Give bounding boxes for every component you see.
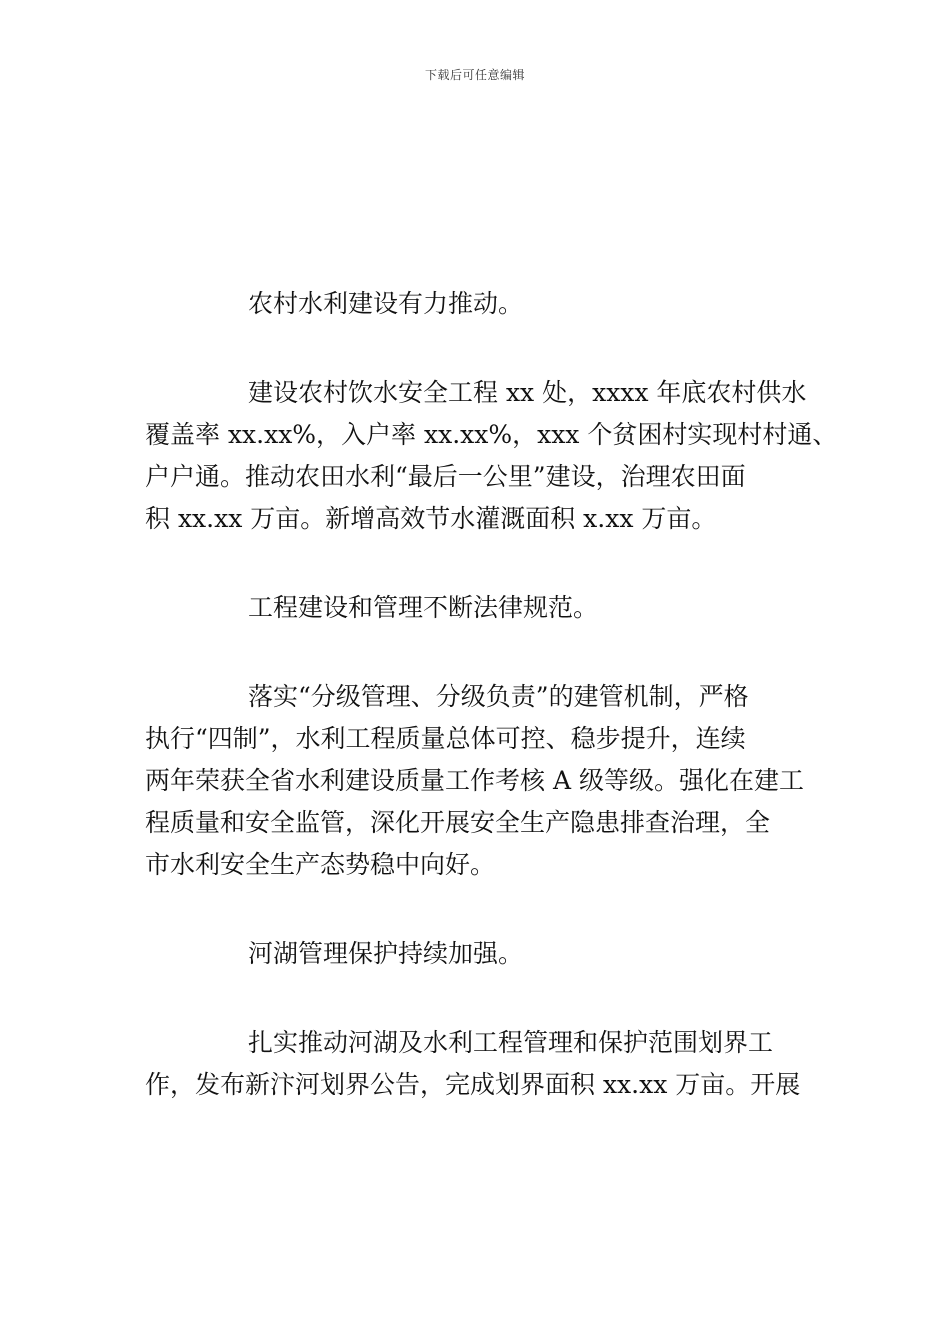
paragraph-line: 程质量和安全监管，深化开展安全生产隐患排查治理，全	[145, 808, 771, 837]
paragraph-line: 建设农村饮水安全工程 xx 处，xxxx 年底农村供水	[248, 378, 807, 407]
section-rural-water	[145, 283, 838, 540]
section-river-lake-protection	[145, 933, 810, 1106]
page-header: 下载后可任意编辑	[424, 68, 525, 82]
section-heading: 农村水利建设有力推动。	[248, 289, 524, 318]
document-body	[145, 283, 838, 1106]
paragraph-line: 户户通。推动农田水利“最后一公里”建设，治理农田面	[145, 462, 746, 491]
paragraph-line: 落实“分级管理、分级负责”的建管机制，严格	[248, 682, 749, 711]
section-heading: 工程建设和管理不断法律规范。	[248, 593, 599, 622]
paragraph	[145, 1022, 810, 1106]
paragraph-line: 市水利安全生产态势稳中向好。	[145, 850, 496, 879]
section-heading: 河湖管理保护持续加强。	[248, 939, 524, 968]
paragraph-line: 两年荣获全省水利建设质量工作考核 A 级等级。强化在建工	[145, 766, 804, 795]
section-engineering-management	[145, 587, 810, 886]
paragraph	[145, 676, 810, 886]
paragraph-line: 作，发布新汴河划界公告，完成划界面积 xx.xx 万亩。开展	[145, 1070, 801, 1099]
paragraph-line: 积 xx.xx 万亩。新增高效节水灌溉面积 x.xx 万亩。	[145, 504, 717, 533]
paragraph	[145, 372, 838, 540]
paragraph-line: 覆盖率 xx.xx%，入户率 xx.xx%，xxx 个贫困村实现村村通、	[145, 420, 838, 449]
paragraph-line: 执行“四制”，水利工程质量总体可控、稳步提升，连续	[145, 724, 746, 753]
paragraph-line: 扎实推动河湖及水利工程管理和保护范围划界工	[248, 1028, 774, 1057]
